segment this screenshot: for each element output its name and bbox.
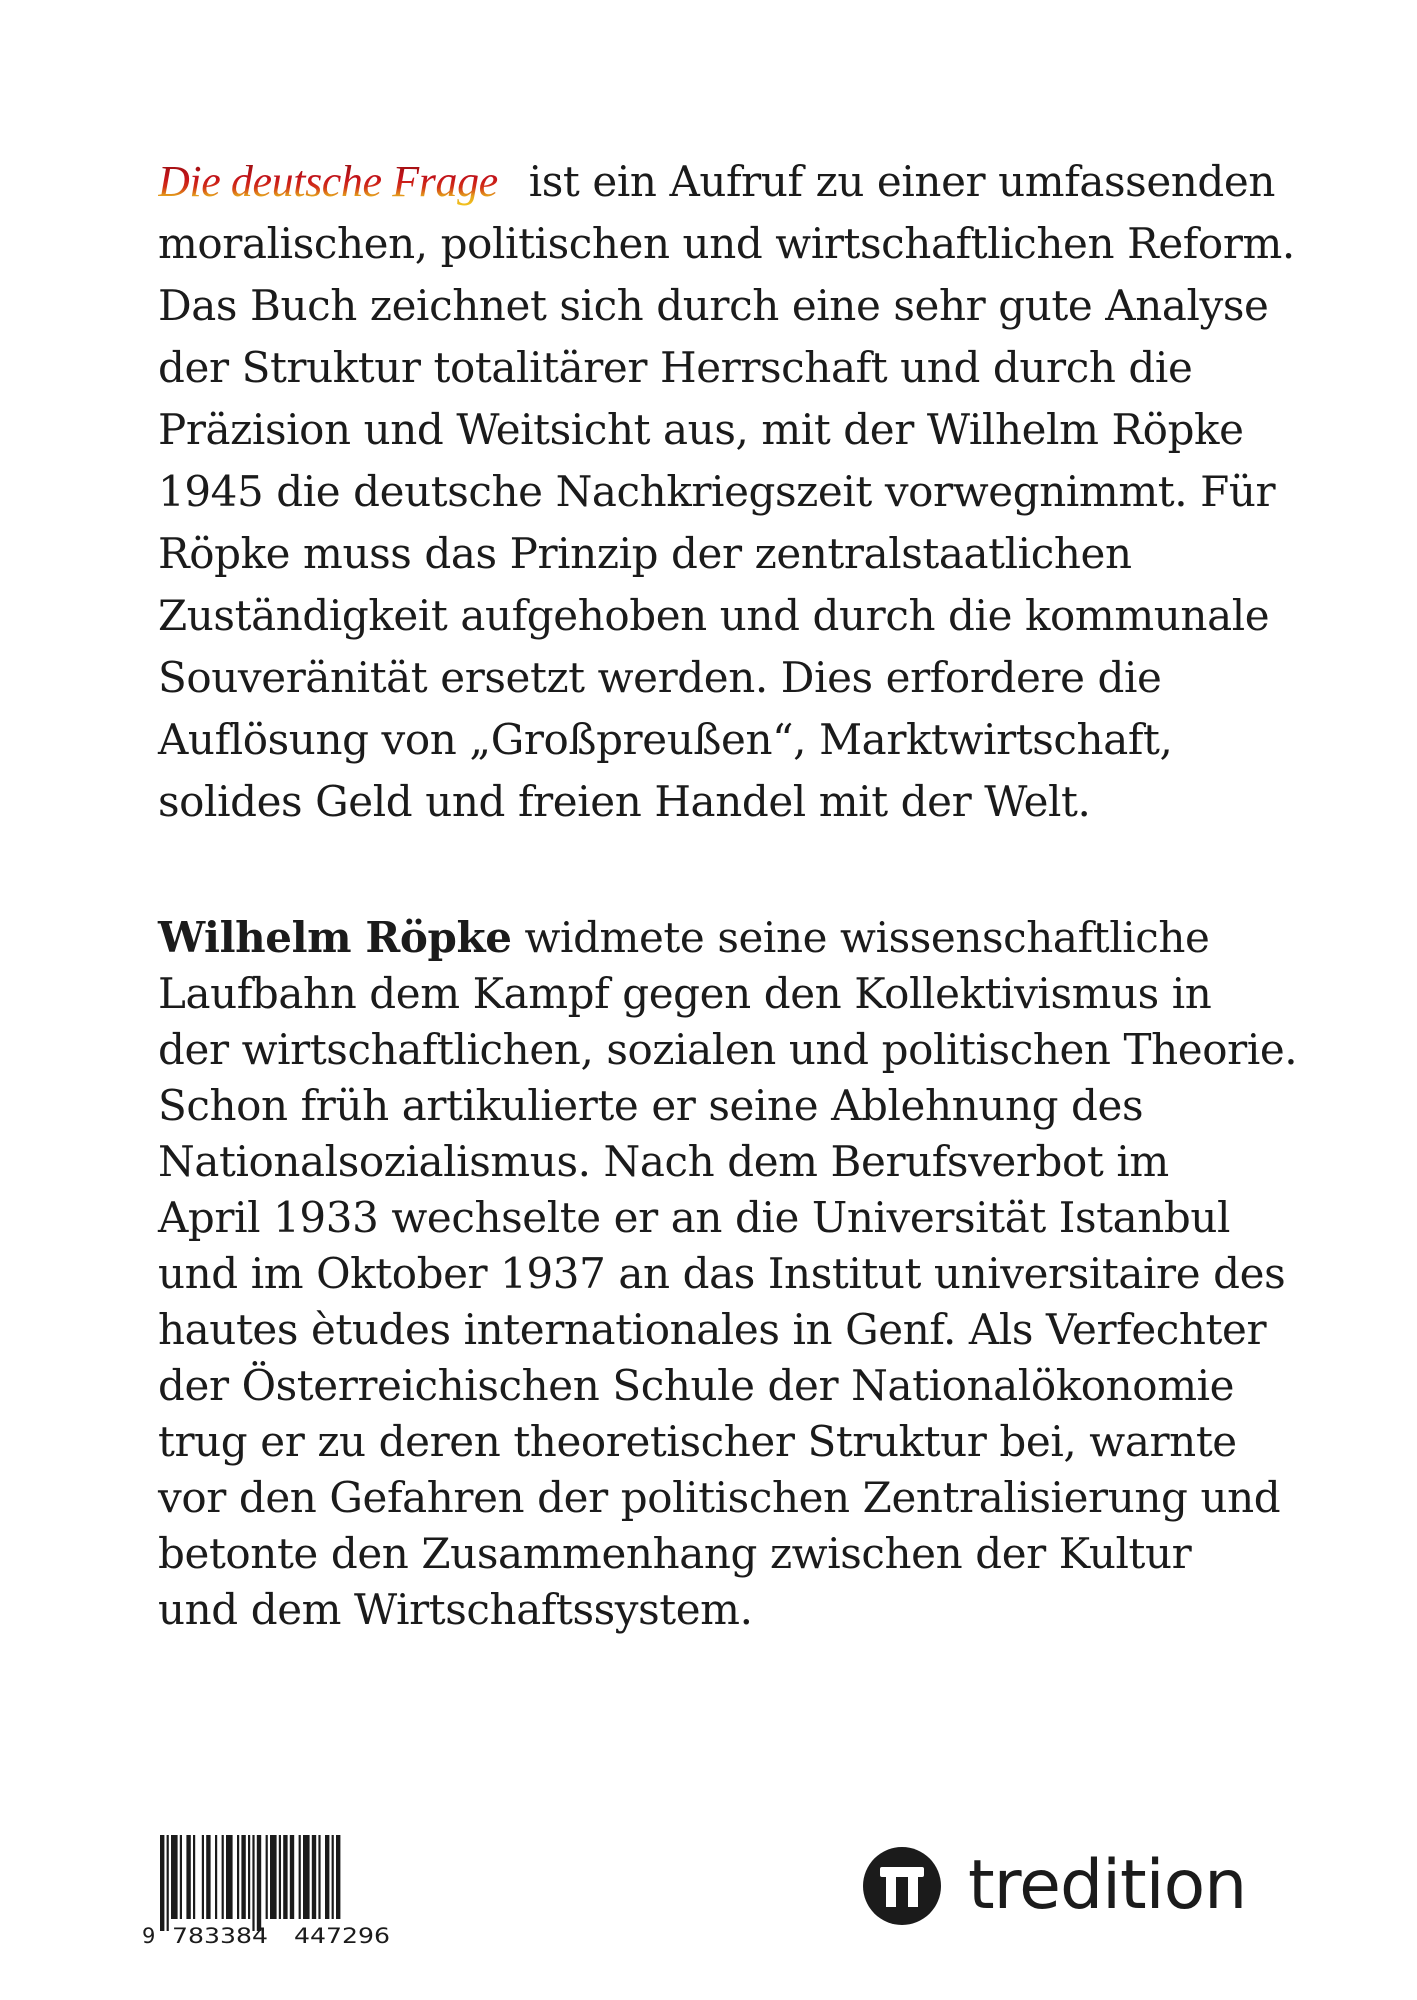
blurb-line: 1945 die deutsche Nachkriegszeit vorwegnimmt. Für	[158, 467, 1276, 516]
bio-line: Schon früh artikulierte er seine Ablehnung des	[158, 1081, 1144, 1130]
bio-line: vor den Gefahren der politischen Zentralisierung und	[158, 1473, 1281, 1522]
blurb-line: moralischen, politischen und wirtschaftlichen Reform.	[158, 219, 1295, 268]
barcode-bar	[257, 1835, 261, 1931]
blurb-line: Präzision und Weitsicht aus, mit der Wilhelm Röpke	[158, 405, 1244, 454]
barcode-bar	[279, 1835, 281, 1919]
barcode-bar	[325, 1835, 329, 1919]
barcode-bar	[206, 1835, 210, 1919]
bio-line	[158, 907, 1210, 969]
author-name: Wilhelm Röpke	[158, 913, 512, 962]
barcode-bar	[266, 1835, 268, 1919]
barcode-bar	[312, 1835, 316, 1919]
barcode-bar	[283, 1835, 287, 1919]
barcode-bar	[241, 1835, 245, 1919]
barcode-bar	[252, 1835, 254, 1931]
blurb-line: der Struktur totalitärer Herrschaft und durch die	[158, 343, 1193, 392]
bio-line: und dem Wirtschaftssystem.	[158, 1585, 753, 1634]
barcode-bar	[180, 1835, 182, 1919]
bio-line: April 1933 wechselte er an die Universität Istanbul	[158, 1193, 1231, 1242]
barcode-bar	[336, 1835, 340, 1919]
barcode-bar	[202, 1835, 204, 1919]
barcode-bar	[290, 1835, 294, 1919]
bio-line: Nationalsozialismus. Nach dem Berufsverbot im	[158, 1137, 1169, 1186]
barcode-bar	[303, 1835, 310, 1919]
barcode-right-digits: 447296	[294, 1924, 390, 1947]
barcode-graphic	[142, 1835, 442, 1947]
bio-line: betonte den Zusammenhang zwischen der Kultur	[158, 1529, 1192, 1578]
blurb-line	[158, 151, 1275, 213]
barcode-bar	[171, 1835, 178, 1919]
publisher-name: tredition	[968, 1846, 1247, 1925]
publisher-logo	[862, 1842, 1282, 1932]
barcode-bar	[299, 1835, 301, 1919]
barcode-bar	[193, 1835, 195, 1919]
bio-line: hautes ètudes internationales in Genf. Als Verfechter	[158, 1305, 1267, 1354]
barcode-bar	[222, 1835, 224, 1919]
barcode-bar	[318, 1835, 320, 1919]
blurb-line: Auflösung von „Großpreußen“, Marktwirtschaft,	[158, 715, 1173, 764]
blurb-line-text: ist ein Aufruf zu einer umfassenden	[515, 157, 1276, 206]
barcode-bar	[237, 1835, 239, 1919]
blurb-line: Zuständigkeit aufgehoben und durch die kommunale	[158, 591, 1270, 640]
barcode-bar	[186, 1835, 190, 1919]
barcode-bar	[270, 1835, 277, 1919]
blurb-line: Das Buch zeichnet sich durch eine sehr gute Analyse	[158, 281, 1269, 330]
bio-line: trug er zu deren theoretischer Struktur bei, warnte	[158, 1417, 1237, 1466]
barcode-bar	[167, 1835, 169, 1931]
blurb-line: solides Geld und freien Handel mit der Welt.	[158, 777, 1091, 826]
blurb-line: Röpke muss das Prinzip der zentralstaatlichen	[158, 529, 1132, 578]
bio-line: und im Oktober 1937 an das Institut universitaire des	[158, 1249, 1286, 1298]
barcode-bar	[226, 1835, 233, 1919]
barcode-bar	[332, 1835, 334, 1919]
barcode-bar	[248, 1835, 250, 1919]
bio-line: der Österreichischen Schule der Nationalökonomie	[158, 1361, 1235, 1410]
bio-line: der wirtschaftlichen, sozialen und politischen Theorie.	[158, 1025, 1298, 1074]
bio-line: Laufbahn dem Kampf gegen den Kollektivismus in	[158, 969, 1212, 1018]
barcode-bar	[160, 1835, 164, 1931]
barcode-left-digits: 783384	[172, 1924, 268, 1947]
blurb-line: Souveränität ersetzt werden. Dies erfordere die	[158, 653, 1162, 702]
isbn-barcode	[142, 1835, 442, 1947]
bio-line-text: widmete seine wissenschaftliche	[511, 913, 1210, 962]
tredition-logo-icon	[862, 1846, 942, 1926]
barcode-lead-digit: 9	[142, 1924, 156, 1947]
book-title: Die deutsche Frage	[158, 157, 498, 206]
barcode-bar	[215, 1835, 217, 1919]
